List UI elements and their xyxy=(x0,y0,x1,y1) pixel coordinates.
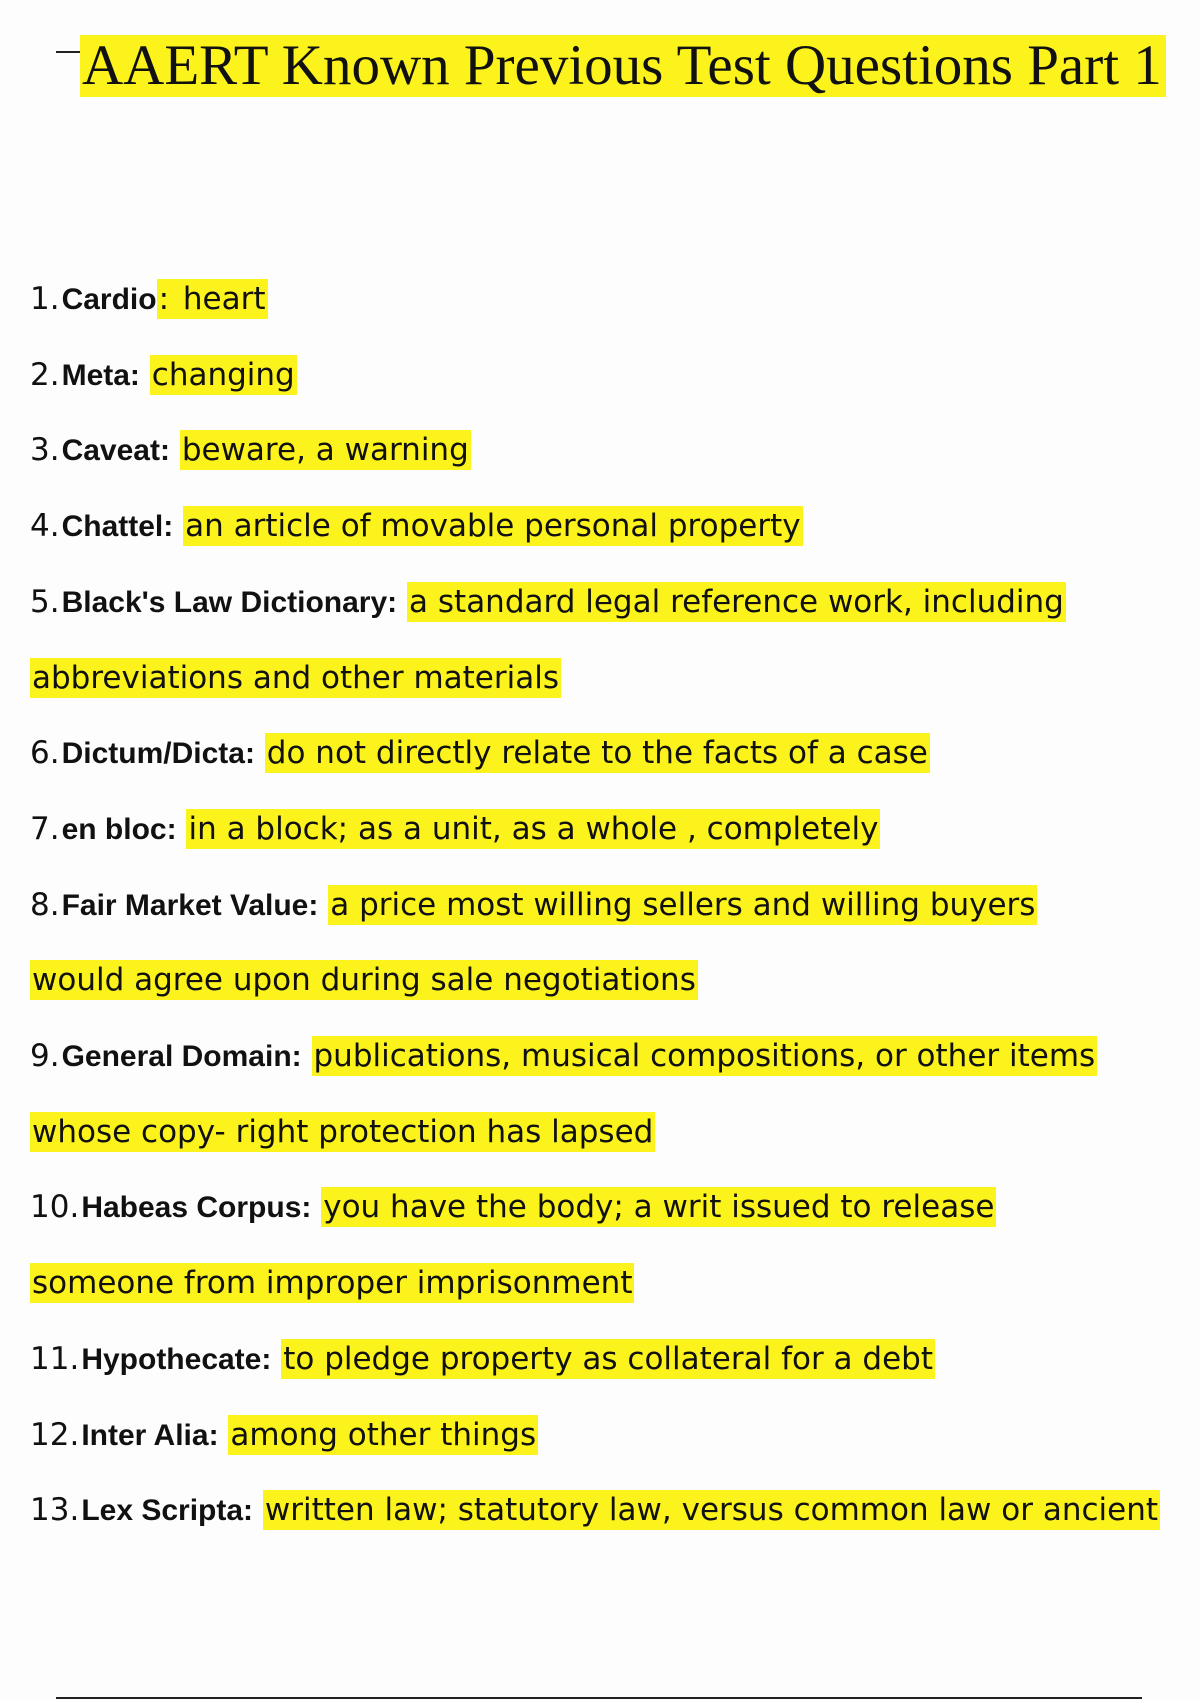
term-name: Lex Scripta: xyxy=(81,1494,254,1528)
term-definition: publications, musical compositions, or other items xyxy=(313,1038,1096,1075)
footer-divider xyxy=(56,1697,1142,1699)
list-item xyxy=(30,1398,1200,1474)
term-name: en bloc: xyxy=(61,812,177,846)
term-name: Caveat: xyxy=(61,434,170,468)
list-item xyxy=(30,489,1200,565)
term-name: Dictum/Dicta: xyxy=(61,737,255,771)
item-number: 12. xyxy=(30,1416,80,1453)
terms-list xyxy=(30,262,1200,1549)
term-definition: to pledge property as collateral for a debt xyxy=(283,1340,933,1377)
list-item xyxy=(30,792,1200,868)
term-definition: written law; statutory law, versus common law or ancient xyxy=(264,1492,1159,1529)
term-name: Chattel: xyxy=(61,510,174,544)
term-definition: a standard legal reference work, including xyxy=(409,583,1064,620)
item-number: 11. xyxy=(30,1340,80,1377)
term-definition: among other things xyxy=(230,1416,537,1453)
term-name: Meta: xyxy=(61,358,140,392)
term-definition-continued: would agree upon during sale negotiations xyxy=(32,962,696,999)
term-separator: : xyxy=(158,281,170,317)
term-definition: you have the body; a writ issued to release xyxy=(323,1189,995,1226)
term-definition: a price most willing sellers and willing buyers xyxy=(330,886,1036,923)
item-number: 4. xyxy=(30,508,60,545)
list-item xyxy=(30,1019,1200,1170)
continuation-line xyxy=(30,1246,1200,1322)
item-number: 1. xyxy=(30,281,60,317)
item-number: 6. xyxy=(30,735,60,772)
term-definition-continued: someone from improper imprisonment xyxy=(32,1265,633,1302)
page-title: AAERT Known Previous Test Questions Part 1 xyxy=(80,35,1166,97)
term-definition: changing xyxy=(151,356,295,393)
term-definition-continued: whose copy- right protection has lapsed xyxy=(32,1113,654,1150)
term-definition: beware, a warning xyxy=(181,432,469,469)
item-number: 10. xyxy=(30,1189,80,1226)
list-item xyxy=(30,716,1200,792)
term-definition: do not directly relate to the facts of a case xyxy=(266,735,928,772)
term-name: Fair Market Value: xyxy=(61,888,319,922)
item-number: 3. xyxy=(30,432,60,469)
term-name: Inter Alia: xyxy=(81,1418,219,1452)
list-item xyxy=(30,1473,1200,1549)
item-number: 7. xyxy=(30,810,60,847)
item-number: 13. xyxy=(30,1492,80,1529)
item-number: 9. xyxy=(30,1038,60,1075)
list-item xyxy=(30,1170,1200,1321)
term-name: Cardio xyxy=(61,283,157,316)
term-name: General Domain: xyxy=(61,1040,302,1074)
term-definition-continued: abbreviations and other materials xyxy=(32,659,559,696)
title-dash xyxy=(56,51,80,53)
item-number: 2. xyxy=(30,356,60,393)
term-name: Black's Law Dictionary: xyxy=(61,585,398,619)
list-item xyxy=(30,565,1200,716)
term-definition: an article of movable personal property xyxy=(185,508,801,545)
continuation-line xyxy=(30,943,1200,1019)
list-item xyxy=(30,413,1200,489)
continuation-line xyxy=(30,641,1200,717)
term-definition: in a block; as a unit, as a whole , completely xyxy=(188,810,879,847)
list-item xyxy=(30,868,1200,1019)
term-name: Hypothecate: xyxy=(81,1342,272,1376)
item-number: 8. xyxy=(30,886,60,923)
term-definition: heart xyxy=(173,281,266,317)
title-row xyxy=(56,36,1166,96)
item-number: 5. xyxy=(30,583,60,620)
list-item xyxy=(30,262,1200,338)
list-item xyxy=(30,338,1200,414)
term-name: Habeas Corpus: xyxy=(81,1191,312,1225)
continuation-line xyxy=(30,1095,1200,1171)
list-item xyxy=(30,1322,1200,1398)
